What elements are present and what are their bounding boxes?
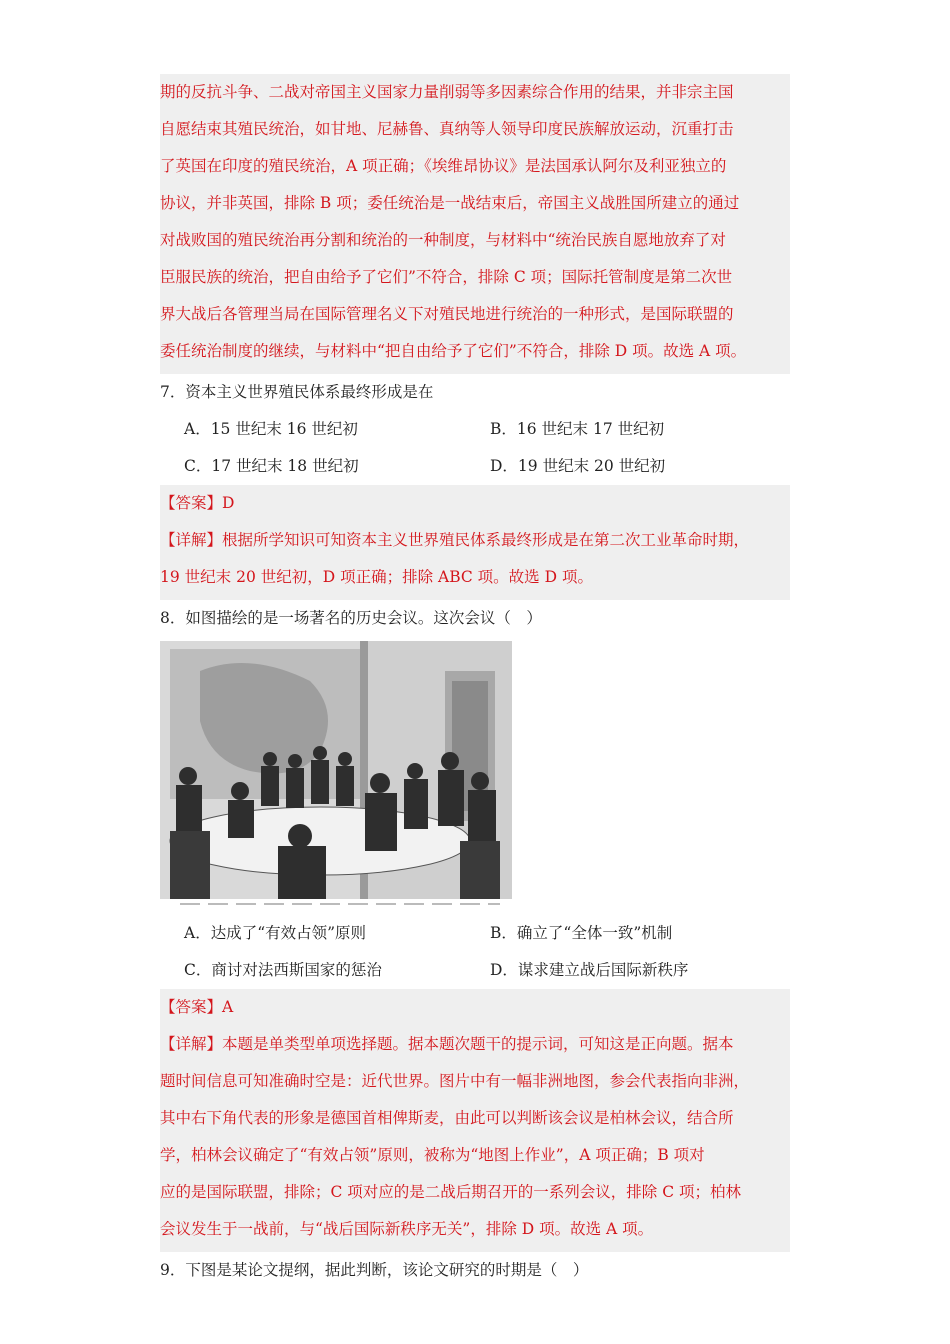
explanation-line: 自愿结束其殖民统治，如甘地、尼赫鲁、真纳等人领导印度民族解放运动，沉重打击 [160,120,734,138]
explanation-line: 期的反抗斗争、二战对帝国主义国家力量削弱等多因素综合作用的结果，并非宗主国 [160,83,734,101]
q8-option-d: D．谋求建立战后国际新秩序 [490,961,689,979]
q8-detail-line: 会议发生于一战前，与“战后国际新秩序无关”，排除 D 项。故选 A 项。 [160,1220,654,1238]
q8-detail-line: 题时间信息可知准确时空是：近代世界。图片中有一幅非洲地图，参会代表指向非洲， [160,1072,750,1090]
q7-answer: 【答案】D [160,494,235,512]
q7-detail-line: 【详解】根据所学知识可知资本主义世界殖民体系最终形成是在第二次工业革命时期， [160,531,750,549]
q7-option-d: D．19 世纪末 20 世纪初 [490,457,666,475]
q8-answer: 【答案】A [160,998,234,1016]
explanation-line: 对战败国的殖民统治再分割和统治的一种制度，与材料中“统治民族自愿地放弃了对 [160,231,726,249]
q7-option-a: A．15 世纪末 16 世纪初 [184,420,358,438]
document-page [160,74,790,1289]
conference-illustration [160,641,512,909]
q8-option-c: C．商讨对法西斯国家的惩治 [184,961,382,979]
q8-answer-block [160,989,790,1252]
q8-detail-line: 其中右下角代表的形象是德国首相俾斯麦，由此可以判断该会议是柏林会议，结合所 [160,1109,734,1127]
explanation-line: 界大战后各管理当局在国际管理名义下对殖民地进行统治的一种形式，是国际联盟的 [160,305,734,323]
q8-option-a: A．达成了“有效占领”原则 [184,924,367,942]
prev-explanation-block [160,74,790,374]
explanation-line: 臣服民族的统治，把自由给予了它们”不符合，排除 C 项；国际托管制度是第二次世 [160,268,733,286]
question-8-stem: 8．如图描绘的是一场著名的历史会议。这次会议（ ） [160,609,542,627]
question-7-stem: 7．资本主义世界殖民体系最终形成是在 [160,383,434,401]
explanation-line: 委任统治制度的继续，与材料中“把自由给予了它们”不符合，排除 D 项。故选 A 项。 [160,342,747,360]
explanation-line: 了英国在印度的殖民统治，A 项正确；《埃维昂协议》是法国承认阿尔及利亚独立的 [160,157,727,175]
q8-detail-line: 【详解】本题是单类型单项选择题。据本题次题干的提示词，可知这是正向题。据本 [160,1035,734,1053]
question-7-options [160,411,790,485]
conference-engraving-image [160,641,512,909]
q8-option-b: B．确立了“全体一致”机制 [490,924,673,942]
question-9-stem: 9．下图是某论文提纲，据此判断，该论文研究的时期是（ ） [160,1261,589,1279]
explanation-line: 协议，并非英国，排除 B 项；委任统治是一战结束后，帝国主义战胜国所建立的通过 [160,194,740,212]
q7-detail-line: 19 世纪末 20 世纪初，D 项正确；排除 ABC 项。故选 D 项。 [160,568,593,586]
q8-detail-line: 学，柏林会议确定了“有效占领”原则，被称为“地图上作业”，A 项正确；B 项对 [160,1146,705,1164]
question-8-options [160,915,790,989]
q8-detail-line: 应的是国际联盟，排除；C 项对应的是二战后期召开的一系列会议，排除 C 项；柏林 [160,1183,742,1201]
q7-answer-block [160,485,790,600]
q7-option-c: C．17 世纪末 18 世纪初 [184,457,359,475]
q7-option-b: B．16 世纪末 17 世纪初 [490,420,665,438]
